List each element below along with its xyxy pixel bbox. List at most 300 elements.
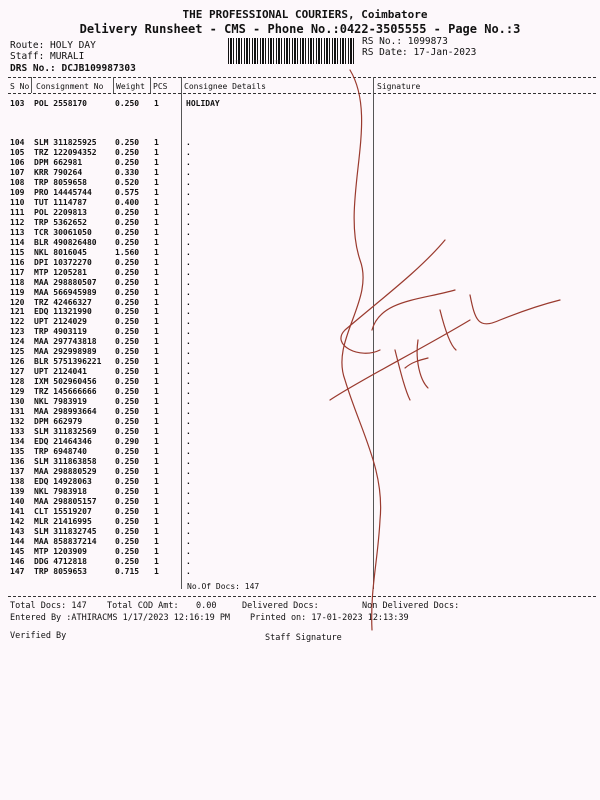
pcs: 1 [154, 367, 159, 377]
table-row [0, 397, 600, 407]
sno: 108 [10, 177, 25, 187]
table-row [0, 497, 600, 507]
consignment-no: MAA 298880529 [34, 467, 97, 476]
pcs: 1 [154, 347, 159, 357]
consignment-no: DPM 662979 [34, 417, 83, 427]
weight: 0.250 [115, 387, 140, 397]
consignment-no: TRZ 122094352 [34, 147, 97, 157]
col-header-signature: Signature [377, 82, 421, 91]
consignee-details: . [186, 197, 191, 207]
table-row [0, 228, 600, 238]
weight: 0.250 [115, 317, 140, 327]
table-row [0, 337, 600, 347]
consignment-no: TRP 5362652 [34, 217, 87, 227]
pcs: 1 [154, 526, 159, 536]
pcs: 1 [154, 217, 159, 227]
consignment-no: MAA 298880507 [34, 277, 97, 287]
table-row [0, 417, 600, 427]
page-title: THE PROFESSIONAL COURIERS, Coimbatore [182, 8, 428, 21]
sno: 143 [10, 526, 25, 536]
pcs: 1 [154, 506, 159, 516]
barcode [228, 38, 356, 64]
consignment-no: TUT 1114787 [34, 197, 87, 207]
table-row [0, 347, 600, 357]
pcs: 1 [154, 467, 159, 476]
consignee-details: . [186, 207, 191, 217]
weight: 0.250 [115, 99, 140, 108]
consignee-details: . [186, 167, 191, 177]
weight: 0.250 [115, 467, 140, 476]
pcs: 1 [154, 536, 159, 546]
pcs: 1 [154, 546, 159, 556]
weight: 0.250 [115, 526, 140, 536]
sno: 107 [10, 167, 25, 177]
consignee-details: . [186, 187, 191, 197]
weight: 0.250 [115, 516, 140, 526]
consignment-no: MAA 292998989 [34, 347, 97, 357]
sno: 116 [10, 257, 25, 267]
table-row [0, 507, 600, 517]
table-row [0, 268, 600, 278]
weight: 0.250 [115, 237, 140, 247]
table-row [0, 367, 600, 377]
consignee-details: . [186, 516, 191, 526]
weight: 0.250 [115, 357, 140, 367]
consignment-no: POL 2209813 [34, 207, 87, 217]
consignee-details: . [186, 277, 191, 287]
col-header-weight: Weight [116, 82, 145, 91]
consignee-details: . [186, 217, 191, 227]
consignment-no: DPI 10372270 [34, 257, 92, 267]
sno: 124 [10, 337, 25, 347]
table-row [0, 377, 600, 387]
consignee-details: . [186, 496, 191, 506]
verified-by: Verified By [10, 631, 67, 641]
table-row [0, 547, 600, 557]
non-delivered-docs: Non Delivered Docs: [362, 601, 460, 611]
weight: 0.250 [115, 427, 140, 437]
table-row [0, 258, 600, 268]
consignment-no: IXM 502960456 [34, 377, 97, 387]
consignee-details: . [186, 267, 191, 277]
table-row [0, 99, 600, 109]
sno: 119 [10, 287, 25, 297]
consignee-details: . [186, 138, 191, 147]
sno: 139 [10, 486, 25, 496]
staff-label: Staff: MURALI [10, 51, 85, 62]
weight: 0.250 [115, 486, 140, 496]
sno: 103 [10, 99, 25, 108]
weight: 0.250 [115, 227, 140, 237]
table-row [0, 387, 600, 397]
printed-on: Printed on: 17-01-2023 12:13:39 [250, 613, 409, 623]
sno: 122 [10, 317, 25, 327]
table-row [0, 437, 600, 447]
consignment-no: SLM 311832745 [34, 526, 97, 536]
total-docs: Total Docs: 147 [10, 601, 87, 611]
consignment-no: TRP 4903119 [34, 327, 87, 337]
sno: 120 [10, 297, 25, 307]
header-divider [8, 93, 596, 94]
pcs: 1 [154, 99, 159, 108]
weight: 0.250 [115, 536, 140, 546]
pcs: 1 [154, 237, 159, 247]
consignee-details: . [186, 157, 191, 167]
table-row [0, 288, 600, 298]
sno: 106 [10, 157, 25, 167]
weight: 0.250 [115, 377, 140, 387]
consignment-no: TRP 6948740 [34, 447, 87, 457]
sno: 114 [10, 237, 25, 247]
weight: 0.290 [115, 437, 140, 447]
consignee-details: . [186, 447, 191, 457]
weight: 0.520 [115, 177, 140, 187]
consignee-details: . [186, 526, 191, 536]
sno: 127 [10, 367, 25, 377]
sno: 133 [10, 427, 25, 437]
sno: 113 [10, 227, 25, 237]
pcs: 1 [154, 327, 159, 337]
weight: 0.250 [115, 327, 140, 337]
pcs: 1 [154, 437, 159, 447]
consignee-details: . [186, 556, 191, 566]
consignee-details: HOLIDAY [186, 99, 220, 108]
pcs: 1 [154, 447, 159, 457]
pcs: 1 [154, 566, 159, 576]
no-of-docs: No.Of Docs: 147 [187, 582, 260, 591]
sno: 109 [10, 187, 25, 197]
pcs: 1 [154, 317, 159, 327]
sno: 144 [10, 536, 25, 546]
sno: 115 [10, 247, 25, 257]
table-row [0, 178, 600, 188]
consignee-details: . [186, 566, 191, 576]
consignee-details: . [186, 307, 191, 317]
table-row [0, 327, 600, 337]
consignment-no: DDG 4712818 [34, 556, 87, 566]
sno: 110 [10, 197, 25, 207]
consignee-details: . [186, 417, 191, 427]
consignee-details: . [186, 237, 191, 247]
weight: 0.250 [115, 506, 140, 516]
pcs: 1 [154, 486, 159, 496]
rs-date: RS Date: 17-Jan-2023 [362, 47, 477, 58]
runsheet-subtitle: Delivery Runsheet - CMS - Phone No.:0422-3505555 - Page No.:3 [79, 22, 521, 36]
weight: 0.250 [115, 267, 140, 277]
consignee-details: . [186, 486, 191, 496]
consignment-no: SLM 311825925 [34, 138, 97, 147]
table-row [0, 357, 600, 367]
consignment-no: EDQ 14928063 [34, 476, 92, 486]
table-row [0, 467, 600, 477]
consignment-no: MLR 21416995 [34, 516, 92, 526]
weight: 0.250 [115, 457, 140, 467]
consignee-details: . [186, 327, 191, 337]
table-row [0, 457, 600, 467]
sno: 140 [10, 496, 25, 506]
footer-divider [8, 596, 596, 597]
pcs: 1 [154, 397, 159, 407]
sno: 123 [10, 327, 25, 337]
consignee-details: . [186, 546, 191, 556]
consignee-details: . [186, 287, 191, 297]
total-cod-label: Total COD Amt: [107, 601, 179, 611]
consignment-no: TRP 8059658 [34, 177, 87, 187]
consignment-no: MAA 298805157 [34, 496, 97, 506]
consignee-details: . [186, 467, 191, 476]
table-row [0, 447, 600, 457]
pcs: 1 [154, 357, 159, 367]
consignment-no: NKL 8016045 [34, 247, 87, 257]
sno: 118 [10, 277, 25, 287]
col-divider-3 [150, 77, 151, 93]
route-label: Route: HOLY DAY [10, 40, 96, 51]
consignment-no: TRZ 145666666 [34, 387, 97, 397]
table-row [0, 307, 600, 317]
sno: 111 [10, 207, 25, 217]
sno: 117 [10, 267, 25, 277]
pcs: 1 [154, 387, 159, 397]
table-row [0, 198, 600, 208]
pcs: 1 [154, 157, 159, 167]
sno: 138 [10, 476, 25, 486]
consignee-details: . [186, 357, 191, 367]
sno: 126 [10, 357, 25, 367]
consignment-no: MTP 1203909 [34, 546, 87, 556]
weight: 0.250 [115, 397, 140, 407]
pcs: 1 [154, 167, 159, 177]
sno: 147 [10, 566, 25, 576]
pcs: 1 [154, 516, 159, 526]
consignee-details: . [186, 297, 191, 307]
pcs: 1 [154, 297, 159, 307]
weight: 0.715 [115, 566, 140, 576]
pcs: 1 [154, 407, 159, 417]
pcs: 1 [154, 227, 159, 237]
consignment-no: EDQ 21464346 [34, 437, 92, 447]
consignment-no: PRO 14445744 [34, 187, 92, 197]
consignment-no: CLT 15519207 [34, 506, 92, 516]
weight: 0.575 [115, 187, 140, 197]
drs-number: DRS No.: DCJB109987303 [10, 63, 136, 74]
staff-signature-label: Staff Signature [265, 633, 342, 643]
sno: 141 [10, 506, 25, 516]
pcs: 1 [154, 556, 159, 566]
sno: 121 [10, 307, 25, 317]
weight: 0.250 [115, 337, 140, 347]
table-row [0, 557, 600, 567]
top-divider [8, 77, 596, 78]
sno: 145 [10, 546, 25, 556]
weight: 0.250 [115, 407, 140, 417]
consignment-no: BLR 490826480 [34, 237, 97, 247]
table-row [0, 407, 600, 417]
weight: 0.250 [115, 257, 140, 267]
consignee-details: . [186, 227, 191, 237]
weight: 0.250 [115, 157, 140, 167]
pcs: 1 [154, 427, 159, 437]
pcs: 1 [154, 247, 159, 257]
consignee-details: . [186, 437, 191, 447]
pcs: 1 [154, 147, 159, 157]
sno: 112 [10, 217, 25, 227]
consignment-no: BLR 5751396221 [34, 357, 102, 367]
table-row [0, 148, 600, 158]
consignee-details: . [186, 367, 191, 377]
table-row [0, 248, 600, 258]
table-row [0, 537, 600, 547]
consignment-no: SLM 311863858 [34, 457, 97, 467]
pcs: 1 [154, 476, 159, 486]
consignment-no: TCR 30061050 [34, 227, 92, 237]
consignee-details: . [186, 407, 191, 417]
sno: 132 [10, 417, 25, 427]
pcs: 1 [154, 377, 159, 387]
pcs: 1 [154, 177, 159, 187]
consignment-no: MTP 1205281 [34, 267, 87, 277]
sno: 104 [10, 138, 25, 147]
consignee-details: . [186, 377, 191, 387]
sno: 130 [10, 397, 25, 407]
sno: 137 [10, 467, 25, 476]
col-divider-2 [113, 77, 114, 93]
pcs: 1 [154, 197, 159, 207]
consignment-no: KRR 790264 [34, 167, 83, 177]
table-row [0, 158, 600, 168]
consignment-no: MAA 298993664 [34, 407, 97, 417]
consignment-no: POL 2558170 [34, 99, 87, 108]
weight: 0.250 [115, 207, 140, 217]
consignee-details: . [186, 337, 191, 347]
table-row [0, 168, 600, 178]
pcs: 1 [154, 287, 159, 297]
delivered-docs: Delivered Docs: [242, 601, 319, 611]
pcs: 1 [154, 337, 159, 347]
consignee-details: . [186, 476, 191, 486]
weight: 0.330 [115, 167, 140, 177]
weight: 0.250 [115, 556, 140, 566]
consignment-no: UPT 2124041 [34, 367, 87, 377]
consignment-no: NKL 7983919 [34, 397, 87, 407]
table-row [0, 298, 600, 308]
consignment-no: DPM 662981 [34, 157, 83, 167]
weight: 0.250 [115, 476, 140, 486]
consignee-details: . [186, 177, 191, 187]
sno: 142 [10, 516, 25, 526]
consignment-no: UPT 2124029 [34, 317, 87, 327]
col-header-pcs: PCS [153, 82, 168, 91]
weight: 0.250 [115, 297, 140, 307]
table-row [0, 487, 600, 497]
consignee-details: . [186, 317, 191, 327]
table-row [0, 567, 600, 577]
pcs: 1 [154, 257, 159, 267]
sno: 135 [10, 447, 25, 457]
table-row [0, 527, 600, 537]
sno: 131 [10, 407, 25, 417]
col-header-sno: S No [10, 82, 30, 91]
consignment-no: MAA 858837214 [34, 536, 97, 546]
sno: 134 [10, 437, 25, 447]
consignee-details: . [186, 397, 191, 407]
sno: 129 [10, 387, 25, 397]
consignee-details: . [186, 147, 191, 157]
sno: 105 [10, 147, 25, 157]
pcs: 1 [154, 417, 159, 427]
consignment-no: SLM 311832569 [34, 427, 97, 437]
pcs: 1 [154, 307, 159, 317]
table-row [0, 238, 600, 248]
sno: 136 [10, 457, 25, 467]
table-row [0, 278, 600, 288]
pcs: 1 [154, 267, 159, 277]
pcs: 1 [154, 187, 159, 197]
consignee-details: . [186, 247, 191, 257]
consignee-details: . [186, 387, 191, 397]
consignee-details: . [186, 506, 191, 516]
consignee-details: . [186, 457, 191, 467]
table-row [0, 477, 600, 487]
entered-by: Entered By :ATHIRACMS 1/17/2023 12:16:19 PM [10, 613, 231, 623]
table-row [0, 208, 600, 218]
weight: 0.250 [115, 138, 140, 147]
consignment-no: EDQ 11321990 [34, 307, 92, 317]
consignment-no: NKL 7983918 [34, 486, 87, 496]
pcs: 1 [154, 277, 159, 287]
table-row [0, 218, 600, 228]
weight: 0.250 [115, 217, 140, 227]
col-header-consignee: Consignee Details [184, 82, 266, 91]
weight: 1.560 [115, 247, 140, 257]
consignee-details: . [186, 257, 191, 267]
consignment-no: TRP 8059653 [34, 566, 87, 576]
consignment-no: MAA 566945989 [34, 287, 97, 297]
table-row [0, 517, 600, 527]
consignee-details: . [186, 427, 191, 437]
pcs: 1 [154, 138, 159, 147]
consignee-details: . [186, 536, 191, 546]
weight: 0.250 [115, 287, 140, 297]
weight: 0.250 [115, 417, 140, 427]
table-row [0, 138, 600, 148]
weight: 0.250 [115, 307, 140, 317]
weight: 0.250 [115, 447, 140, 457]
weight: 0.250 [115, 496, 140, 506]
weight: 0.250 [115, 147, 140, 157]
total-cod-value: 0.00 [196, 601, 217, 611]
col-divider-1 [31, 77, 32, 93]
weight: 0.250 [115, 347, 140, 357]
consignee-details: . [186, 347, 191, 357]
pcs: 1 [154, 496, 159, 506]
table-row [0, 427, 600, 437]
weight: 0.250 [115, 367, 140, 377]
consignment-no: MAA 297743818 [34, 337, 97, 347]
sno: 125 [10, 347, 25, 357]
col-header-consignment: Consignment No [36, 82, 104, 91]
consignment-no: TRZ 42466327 [34, 297, 92, 307]
weight: 0.250 [115, 277, 140, 287]
sno: 146 [10, 556, 25, 566]
table-row [0, 317, 600, 327]
table-row [0, 188, 600, 198]
pcs: 1 [154, 457, 159, 467]
weight: 0.400 [115, 197, 140, 207]
pcs: 1 [154, 207, 159, 217]
weight: 0.250 [115, 546, 140, 556]
rs-number: RS No.: 1099873 [362, 36, 448, 47]
sno: 128 [10, 377, 25, 387]
